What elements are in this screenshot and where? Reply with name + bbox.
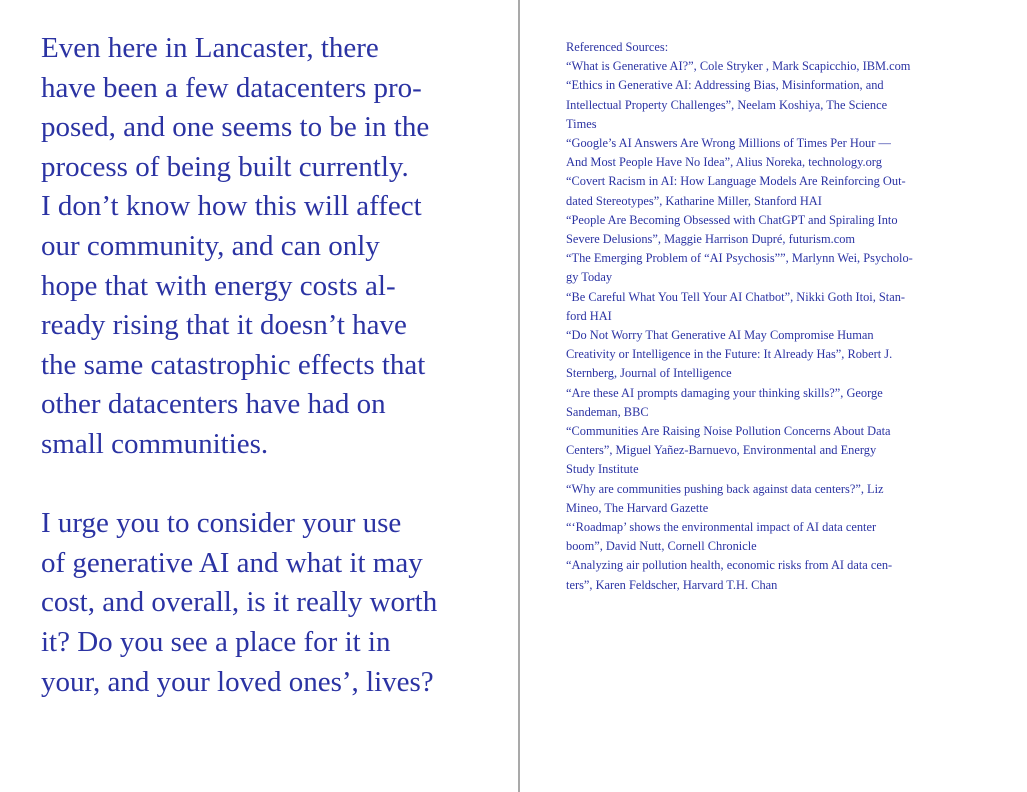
source-line: Times <box>566 116 597 131</box>
text-line: the same catastrophic effects that <box>41 348 426 381</box>
source-line: Severe Delusions”, Maggie Harrison Dupré, futurism.com <box>566 232 856 247</box>
source-line: Intellectual Property Challenges”, Neelam Koshiya, The Science <box>566 97 888 112</box>
text-line: other datacenters have had on <box>41 388 386 421</box>
right-page <box>520 0 1027 792</box>
text-line: I urge you to consider your use <box>41 507 402 540</box>
text-line: posed, and one seems to be in the <box>41 111 430 144</box>
source-line: “Analyzing air pollution health, economic risks from AI data cen- <box>566 558 893 573</box>
source-line: “Why are communities pushing back against data centers?”, Liz <box>566 481 884 496</box>
source-line: “Communities Are Raising Noise Pollution Concerns About Data <box>566 424 891 439</box>
source-line: ford HAI <box>566 308 612 323</box>
text-line: process of being built currently. <box>41 150 409 183</box>
text-line: our community, and can only <box>41 229 380 262</box>
text-line: your, and your loved ones’, lives? <box>41 665 434 698</box>
source-line: And Most People Have No Idea”, Alius Noreka, technology.org <box>566 155 882 170</box>
source-line: “Be Careful What You Tell Your AI Chatbot”, Nikki Goth Itoi, Stan- <box>566 289 906 304</box>
sources-heading: Referenced Sources: <box>566 40 669 54</box>
paragraph-spacer <box>41 465 511 505</box>
source-line: Creativity or Intelligence in the Future: It Already Has”, Robert J. <box>566 347 893 362</box>
source-line: “Google’s AI Answers Are Wrong Millions of Times Per Hour — <box>566 136 891 151</box>
source-line: dated Stereotypes”, Katharine Miller, Stanford HAI <box>566 193 822 208</box>
text-line: cost, and overall, is it really worth <box>41 586 438 619</box>
source-line: ters”, Karen Feldscher, Harvard T.H. Chan <box>566 577 778 592</box>
source-line: boom”, David Nutt, Cornell Chronicle <box>566 539 757 554</box>
source-line: “Covert Racism in AI: How Language Models Are Reinforcing Out- <box>566 174 906 189</box>
paragraph-datacenters <box>41 29 511 465</box>
body-text <box>41 29 511 702</box>
source-line: Study Institute <box>566 462 639 477</box>
source-line: “Do Not Worry That Generative AI May Compromise Human <box>566 328 874 343</box>
source-line: “People Are Becoming Obsessed with ChatGPT and Spiraling Into <box>566 212 898 227</box>
paragraph-urge <box>41 504 511 702</box>
text-line: small communities. <box>41 427 269 460</box>
source-line: Sandeman, BBC <box>566 404 649 419</box>
source-line: Centers”, Miguel Yañez-Barnuevo, Environmental and Energy <box>566 443 877 458</box>
text-line: ready rising that it doesn’t have <box>41 309 407 342</box>
source-line: “What is Generative AI?”, Cole Stryker , Mark Scapicchio, IBM.com <box>566 59 911 74</box>
referenced-sources <box>566 38 1006 595</box>
text-line: of generative AI and what it may <box>41 546 423 579</box>
source-line: Mineo, The Harvard Gazette <box>566 500 709 515</box>
text-line: hope that with energy costs al- <box>41 269 396 302</box>
source-line: “Ethics in Generative AI: Addressing Bias, Misinformation, and <box>566 78 884 93</box>
source-line: “Are these AI prompts damaging your thinking skills?”, George <box>566 385 883 400</box>
source-line: gy Today <box>566 270 613 285</box>
source-line: “‘Roadmap’ shows the environmental impact of AI data center <box>566 520 877 535</box>
text-line: it? Do you see a place for it in <box>41 625 391 658</box>
source-line: Sternberg, Journal of Intelligence <box>566 366 732 381</box>
source-line: “The Emerging Problem of “AI Psychosis””, Marlynn Wei, Psycholo- <box>566 251 913 266</box>
text-line: have been a few datacenters pro- <box>41 71 422 104</box>
text-line: Even here in Lancaster, there <box>41 32 379 64</box>
text-line: I don’t know how this will affect <box>41 190 422 223</box>
